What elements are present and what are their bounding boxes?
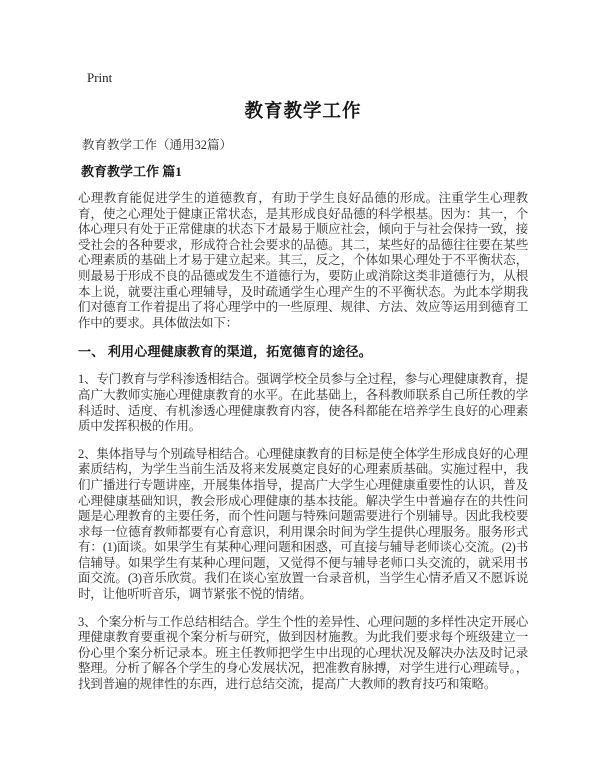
intro-paragraph: 心理教育能促进学生的道德教育，有助于学生良好品德的形成。注重学生心理教育，使之心理处于健康正常状态，是其形成良好品德的科学根基。因为：其一，个体心理只有处于正常健康的状态下才最易于顺应社会，倾向于与社会保持一致，接受社会的各种要求，形成符合社会要求的品德。其二，某些好的品德往往要在某些心理素质的基础上才易于建立起来。其三，反之，个体如果心理处于不平衡状态，则最易于形成不良的品德或发生不道德行为，要防止或消除这类非道德行为，从根本上说，就要注重心理辅导，及时疏通学生心理产生的不平衡状态。为此本学期我们对德育工作着提出了将心理学中的一些原理、规律、方法、效应等运用到德育工作中的要求。具体做法如下： xyxy=(78,191,528,330)
paragraph-point-1: 1、专门教育与学科渗透相结合。强调学校全员参与全过程，参与心理健康教育，提高广大教师实施心理健康教育的水平。在此基础上，各科教师联系自己所任教的学科适时、适度、有机渗透心理健康教育内容，使各科都能在培养学生良好的心理素质中发挥积极的作用。 xyxy=(78,372,528,434)
page-title: 教育教学工作 xyxy=(244,102,362,122)
paragraph-point-3: 3、个案分析与工作总结相结合。学生个性的差异性、心理问题的多样性决定开展心理健康教育要重视个案分析与研究，做到因材施教。为此我们要求每个班级建立一份心里个案分析记录本。班主任教师把学生中出现的心理状况及解决办法及时记录整理。分析了解各个学生的身心发展状况，把准教育脉搏，对学生进行心理疏导。，找到普遍的规律性的东西，进行总结交流，提高广大教师的教育技巧和策略。 xyxy=(78,614,528,692)
paragraph-point-2: 2、集体指导与个别疏导相结合。心理健康教育的目标是使全体学生形成良好的心理素质结构，为学生当前生活及将来发展奠定良好的心理素质基础。实施过程中，我们广播进行专题讲座，开展集体指导，提高广大学生心理健康重要性的认识，普及心理健康基础知识，教会形成心理健康的基本技能。解决学生中普遍存在的共性问题是心理教育的主要任务，而个性问题与特殊问题需要进行个别辅导。因此我校要求每一位德育教师都要有心育意识，利用课余时间为学生提供心理服务。服务形式有：(1)面谈。如果学生有某种心理问题和困惑，可直接与辅导老师谈心交流。(2)书信辅导。如果学生有某种心理问题，又觉得不便与辅导老师口头交流的，就采用书面交流。(3)音乐欣赏。我们在谈心室放置一台录音机，当学生心情矛盾又不愿诉说时，让他听听音乐，调节紧张不悦的情绪。 xyxy=(78,446,528,602)
print-button[interactable]: Print xyxy=(87,70,113,85)
section-heading-part1: 教育教学工作 篇1 xyxy=(81,164,182,179)
article-subtitle: 教育教学工作（通用32篇） xyxy=(82,138,233,152)
heading-psych-education-channel: 一、 利用心理健康教育的渠道，拓宽德育的途径。 xyxy=(78,344,372,360)
